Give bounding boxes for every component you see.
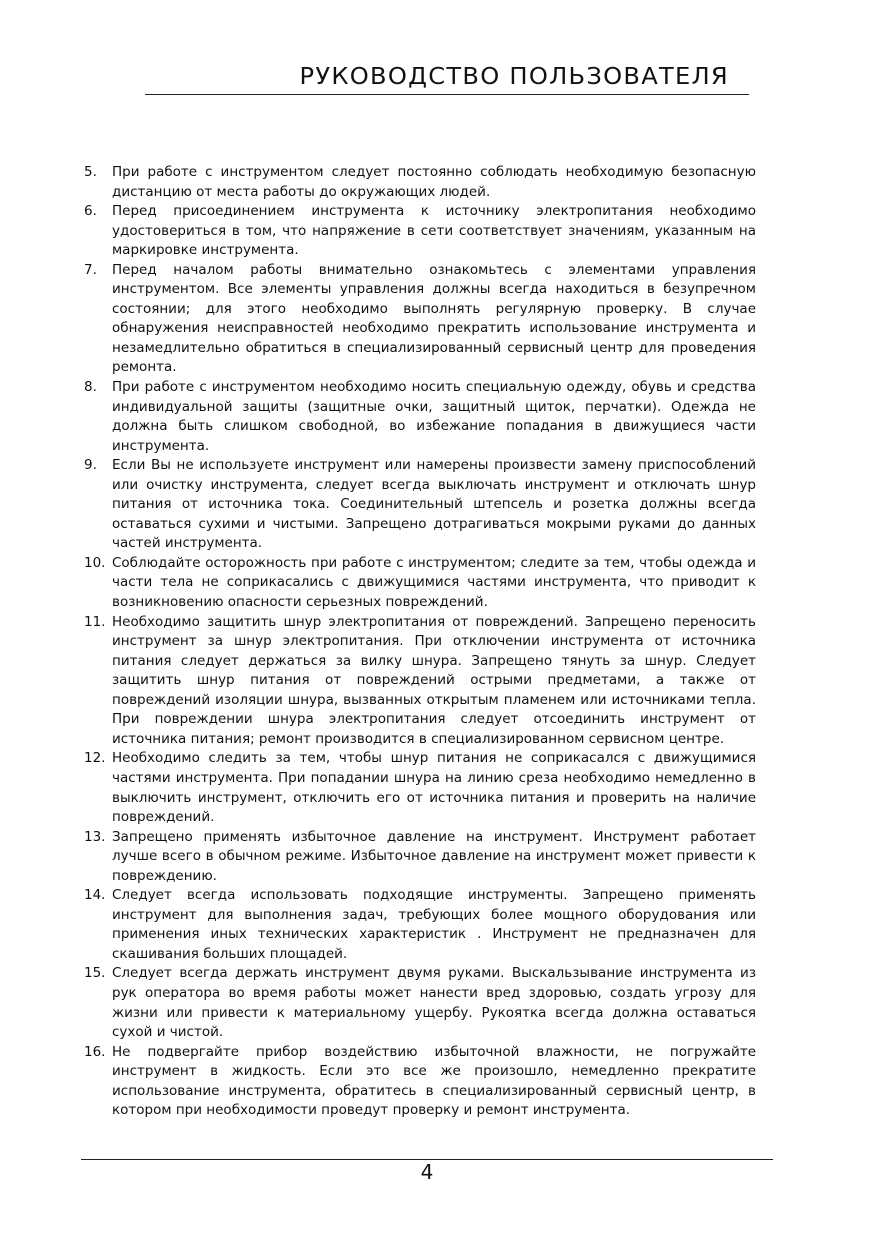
list-item	[84, 378, 756, 456]
item-text: Следует всегда держать инструмент двумя руками. Выскальзывание инструмента из рук оператора во время работы может нанести вред здоровью, создать угрозу для жизни или привести к материальному ущербу. Рукоятка всегда должна оставаться сухой и чистой.	[112, 965, 756, 1041]
item-text: Не подвергайте прибор воздействию избыточной влажности, не погружайте инструмент в жидкость. Если это все же произошло, немедленно прекратите использование инструмента, обратитесь в специализированный сервисный центр, в котором при необходимости проведут проверку и ремонт инструмента.	[112, 1043, 756, 1119]
item-number: 16.	[84, 1043, 106, 1060]
page-header	[145, 64, 749, 95]
item-text: Перед началом работы внимательно ознакомьтесь с элементами управления инструментом. Все элементы управления должны всегда находиться в безупречном состоянии; для этого необходимо выполнять регулярную проверку. В случае обнаружения неисправностей необходимо прекратить использование инструмента и незамедлительно обратиться в специализированный сервисный центр для проведения ремонта.	[112, 261, 756, 376]
item-text: Необходимо следить за тем, чтобы шнур питания не соприкасался с движущимися частями инструмента. При попадании шнура на линию среза необходимо немедленно в выключить инструмент, отключить его от источника питания и проверить на наличие повреждений.	[112, 750, 756, 826]
list-item	[84, 828, 756, 887]
item-text: Следует всегда использовать подходящие инструменты. Запрещено применять инструмент для выполнения задач, требующих более мощного оборудования или применения иных технических характеристик . Инструмент не предназначен для скашивания больших площадей.	[112, 887, 756, 962]
item-text: Необходимо защитить шнур электропитания от повреждений. Запрещено переносить инструмент за шнур электропитания. При отключении инструмента от источника питания следует держаться за вилку шнура. Запрещено тянуть за шнур. Следует защитить шнур питания от повреждений острыми предметами, а также от повреждений изоляции шнура, вызванных открытым пламенем или источниками тепла. При повреждении шнура электропитания следует отсоединить инструмент от источника питания; ремонт производится в специализированном сервисном центре.	[112, 613, 756, 747]
list-item	[84, 554, 756, 613]
item-number: 7.	[84, 261, 97, 278]
list-item	[84, 964, 756, 1042]
list-item	[84, 202, 756, 261]
list-item	[84, 456, 756, 554]
document-body	[84, 163, 756, 1121]
page-title: РУКОВОДСТВО ПОЛЬЗОВАТЕЛЯ	[299, 64, 729, 90]
item-number: 8.	[84, 379, 97, 396]
item-text: При работе с инструментом следует постоянно соблюдать необходимую безопасную дистанцию от места работы до окружающих людей.	[112, 164, 756, 200]
item-number: 10.	[84, 554, 106, 571]
item-text: Если Вы не используете инструмент или намерены произвести замену приспособлений или очистку инструмента, следует всегда выключать инструмент и отключать шнур питания от источника тока. Соединительный штепсель и розетка должны всегда оставаться сухими и чистыми. Запрещено дотрагиваться мокрыми руками до данных частей инструмента.	[112, 457, 756, 552]
item-text: При работе с инструментом необходимо носить специальную одежду, обувь и средства индивидуальной защиты (защитные очки, защитный щиток, перчатки). Одежда не должна быть слишком свободной, во избежание попадания в движущиеся части инструмента.	[112, 379, 756, 454]
item-number: 11.	[84, 613, 106, 630]
list-item	[84, 749, 756, 827]
item-text: Перед присоединением инструмента к источнику электропитания необходимо удостовериться в том, что напряжение в сети соответствует значениям, указанным на маркировке инструмента.	[112, 203, 756, 259]
item-number: 14.	[84, 887, 106, 904]
list-item	[84, 261, 756, 378]
item-text: Соблюдайте осторожность при работе с инструментом; следите за тем, чтобы одежда и части тела не соприкасались с движущимися частями инструмента, что приводит к возникновению опасности серьезных повреждений.	[112, 554, 756, 611]
item-number: 15.	[84, 965, 106, 982]
list-item	[84, 613, 756, 750]
list-item	[84, 163, 756, 202]
safety-rules-list	[84, 163, 756, 1121]
item-number: 6.	[84, 203, 97, 220]
item-number: 5.	[84, 164, 97, 180]
item-number: 12.	[84, 750, 106, 767]
item-number: 9.	[84, 457, 97, 474]
item-text: Запрещено применять избыточное давление на инструмент. Инструмент работает лучше всего в обычном режиме. Избыточное давление на инструмент может привести к повреждению.	[112, 828, 756, 884]
list-item	[84, 1043, 756, 1121]
page-number: 4	[420, 1160, 434, 1184]
list-item	[84, 886, 756, 964]
item-number: 13.	[84, 828, 106, 845]
